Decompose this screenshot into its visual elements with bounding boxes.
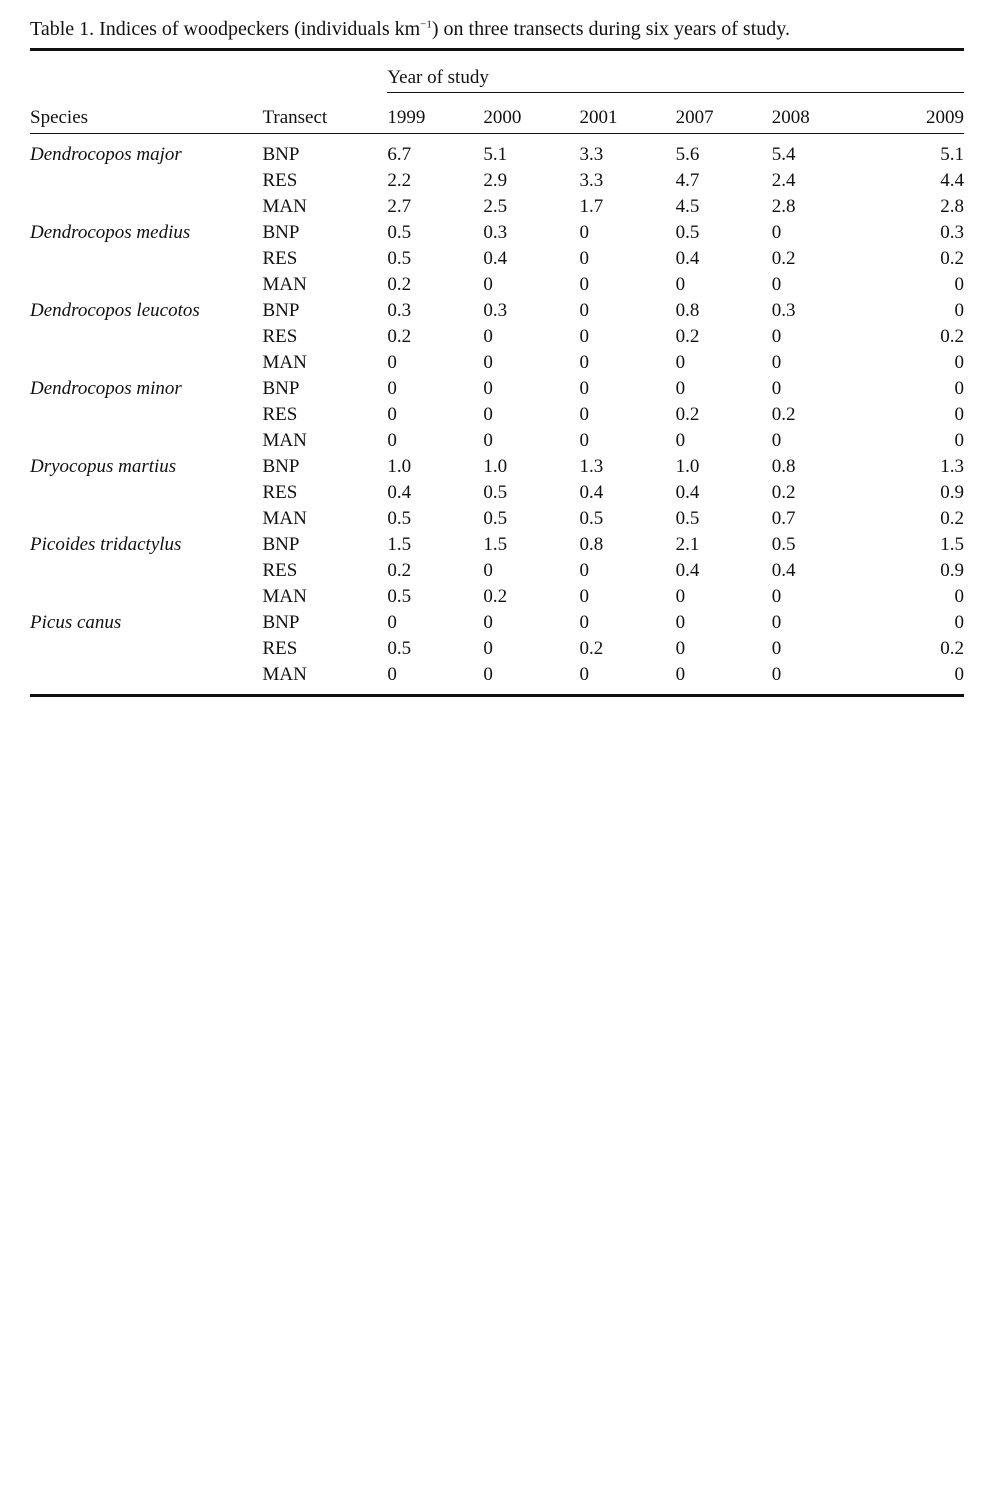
value-cell: 0 — [579, 352, 590, 373]
value-cell: 0.4 — [483, 248, 508, 269]
table-row — [30, 428, 964, 454]
value-cell: 2.8 — [940, 196, 964, 217]
value-cell: 0 — [771, 430, 782, 451]
value-cell: 0 — [387, 664, 397, 685]
value-cell: 0.4 — [387, 482, 412, 503]
species-cell — [30, 662, 262, 696]
value-cell: 0 — [954, 664, 964, 685]
species-cell: Dendrocopos leucotos — [30, 300, 200, 321]
value-cell: 0 — [675, 664, 686, 685]
value-cell: 0.3 — [483, 222, 508, 243]
species-cell — [30, 506, 262, 532]
year-header: 2009 — [926, 107, 964, 128]
value-cell: 0 — [579, 326, 590, 347]
value-cell: 0.5 — [483, 508, 508, 529]
value-cell: 0.2 — [387, 326, 412, 347]
value-cell: 0.5 — [387, 222, 412, 243]
table-body — [30, 134, 964, 696]
value-cell: 0 — [483, 326, 493, 347]
table-row — [30, 220, 964, 246]
value-cell: 0 — [483, 352, 493, 373]
value-cell: 1.5 — [483, 534, 508, 555]
value-cell: 0 — [771, 586, 782, 607]
table-row — [30, 168, 964, 194]
table-row — [30, 324, 964, 350]
value-cell: 0 — [675, 586, 686, 607]
value-cell: 1.0 — [387, 456, 412, 477]
transect-cell: MAN — [262, 274, 307, 295]
species-cell — [30, 584, 262, 610]
value-cell: 0 — [954, 352, 964, 373]
value-cell: 0.2 — [387, 274, 412, 295]
value-cell: 0.5 — [387, 248, 412, 269]
value-cell: 0 — [954, 378, 964, 399]
value-cell: 0 — [579, 274, 590, 295]
value-cell: 4.7 — [675, 170, 700, 191]
transect-cell: BNP — [262, 534, 300, 555]
value-cell: 0.3 — [771, 300, 796, 321]
caption-superscript: −1 — [420, 18, 432, 31]
value-cell: 0 — [387, 378, 397, 399]
year-header: 2008 — [771, 107, 810, 128]
table-row — [30, 402, 964, 428]
value-cell: 0 — [954, 612, 964, 633]
species-cell: Picus canus — [30, 612, 122, 633]
value-cell: 0 — [579, 586, 590, 607]
value-cell: 0.3 — [940, 222, 964, 243]
species-cell — [30, 194, 262, 220]
species-cell: Dendrocopos minor — [30, 378, 182, 399]
value-cell: 0 — [771, 612, 782, 633]
value-cell: 1.3 — [579, 456, 604, 477]
value-cell: 0.5 — [771, 534, 796, 555]
value-cell: 1.5 — [940, 534, 964, 555]
transect-cell: RES — [262, 170, 298, 191]
value-cell: 5.6 — [675, 144, 700, 165]
species-cell: Dendrocopos medius — [30, 222, 191, 243]
value-cell: 0.2 — [483, 586, 508, 607]
species-cell: Dryocopus martius — [30, 456, 177, 477]
species-cell — [30, 558, 262, 584]
value-cell: 0.5 — [483, 482, 508, 503]
transect-cell: RES — [262, 638, 298, 659]
header-blank-species — [30, 50, 262, 93]
value-cell: 0 — [579, 430, 590, 451]
value-cell: 2.8 — [771, 196, 796, 217]
value-cell: 0 — [771, 664, 782, 685]
value-cell: 0 — [771, 638, 782, 659]
value-cell: 0 — [675, 352, 686, 373]
value-cell: 0.2 — [940, 248, 964, 269]
value-cell: 0.5 — [387, 586, 412, 607]
value-cell: 0.3 — [483, 300, 508, 321]
value-cell: 0 — [771, 378, 782, 399]
value-cell: 0.2 — [579, 638, 604, 659]
value-cell: 2.5 — [483, 196, 508, 217]
value-cell: 0.2 — [675, 404, 700, 425]
value-cell: 6.7 — [387, 144, 412, 165]
species-cell — [30, 402, 262, 428]
value-cell: 0.8 — [675, 300, 700, 321]
value-cell: 0.5 — [675, 508, 700, 529]
table-row — [30, 246, 964, 272]
species-cell — [30, 324, 262, 350]
value-cell: 0 — [954, 430, 964, 451]
value-cell: 0 — [675, 638, 686, 659]
transect-cell: RES — [262, 482, 298, 503]
table-row — [30, 610, 964, 636]
species-cell: Dendrocopos major — [30, 144, 182, 165]
table-row — [30, 506, 964, 532]
species-cell — [30, 428, 262, 454]
transect-cell: BNP — [262, 222, 300, 243]
value-cell: 5.1 — [483, 144, 508, 165]
table-row — [30, 558, 964, 584]
value-cell: 0 — [675, 378, 686, 399]
transect-cell: BNP — [262, 612, 300, 633]
table-row — [30, 636, 964, 662]
species-cell — [30, 246, 262, 272]
value-cell: 0.9 — [940, 482, 964, 503]
value-cell: 0 — [954, 404, 964, 425]
value-cell: 0 — [771, 274, 782, 295]
value-cell: 0 — [579, 612, 590, 633]
value-cell: 0.4 — [675, 248, 700, 269]
value-cell: 4.4 — [940, 170, 964, 191]
value-cell: 0.4 — [579, 482, 604, 503]
table-figure — [30, 14, 964, 697]
year-header: 2000 — [483, 107, 522, 128]
value-cell: 0 — [771, 352, 782, 373]
value-cell: 0 — [954, 300, 964, 321]
value-cell: 1.7 — [579, 196, 604, 217]
table-row — [30, 454, 964, 480]
transect-cell: BNP — [262, 300, 300, 321]
value-cell: 1.3 — [940, 456, 964, 477]
transect-cell: MAN — [262, 664, 307, 685]
value-cell: 0.3 — [387, 300, 412, 321]
transect-column-header: Transect — [262, 107, 328, 128]
value-cell: 2.7 — [387, 196, 412, 217]
value-cell: 3.3 — [579, 170, 604, 191]
table-row — [30, 662, 964, 696]
species-cell — [30, 480, 262, 506]
table-row — [30, 350, 964, 376]
value-cell: 0.2 — [940, 638, 964, 659]
value-cell: 1.0 — [675, 456, 700, 477]
table-row — [30, 480, 964, 506]
value-cell: 0.4 — [675, 482, 700, 503]
transect-cell: RES — [262, 248, 298, 269]
value-cell: 0.2 — [940, 326, 964, 347]
value-cell: 0.2 — [771, 404, 796, 425]
species-cell — [30, 636, 262, 662]
transect-cell: MAN — [262, 196, 307, 217]
transect-cell: RES — [262, 326, 298, 347]
value-cell: 0 — [954, 274, 964, 295]
value-cell: 2.4 — [771, 170, 796, 191]
header-blank-transect — [262, 50, 387, 93]
transect-cell: RES — [262, 404, 298, 425]
value-cell: 0 — [771, 326, 782, 347]
table-row — [30, 134, 964, 169]
species-column-header: Species — [30, 107, 89, 128]
value-cell: 0 — [579, 300, 590, 321]
value-cell: 3.3 — [579, 144, 604, 165]
value-cell: 0 — [387, 612, 397, 633]
value-cell: 0.5 — [675, 222, 700, 243]
value-cell: 0.2 — [675, 326, 700, 347]
value-cell: 0.5 — [387, 638, 412, 659]
value-cell: 0 — [954, 586, 964, 607]
value-cell: 0 — [483, 664, 493, 685]
species-cell: Picoides tridactylus — [30, 534, 182, 555]
caption-prefix: Table 1. Indices of woodpeckers (individuals km — [30, 18, 421, 40]
transect-cell: MAN — [262, 586, 307, 607]
species-cell — [30, 272, 262, 298]
value-cell: 5.4 — [771, 144, 796, 165]
value-cell: 0 — [387, 430, 397, 451]
value-cell: 0.7 — [771, 508, 796, 529]
value-cell: 0.4 — [771, 560, 796, 581]
value-cell: 0 — [579, 222, 590, 243]
value-cell: 0.2 — [940, 508, 964, 529]
value-cell: 0.8 — [771, 456, 796, 477]
value-cell: 0 — [675, 612, 686, 633]
value-cell: 0 — [483, 612, 493, 633]
value-cell: 0 — [483, 560, 493, 581]
value-cell: 0 — [483, 638, 493, 659]
transect-cell: MAN — [262, 508, 307, 529]
transect-cell: BNP — [262, 456, 300, 477]
species-cell — [30, 350, 262, 376]
value-cell: 2.2 — [387, 170, 412, 191]
value-cell: 0 — [771, 222, 782, 243]
value-cell: 0 — [579, 664, 590, 685]
value-cell: 1.5 — [387, 534, 412, 555]
transect-cell: BNP — [262, 144, 300, 165]
value-cell: 2.1 — [675, 534, 700, 555]
value-cell: 0 — [579, 378, 590, 399]
table-row — [30, 272, 964, 298]
table-row — [30, 584, 964, 610]
value-cell: 1.0 — [483, 456, 508, 477]
value-cell: 0 — [483, 404, 493, 425]
value-cell: 0 — [387, 352, 397, 373]
value-cell: 0.8 — [579, 534, 604, 555]
value-cell: 0.2 — [771, 248, 796, 269]
table-row — [30, 298, 964, 324]
value-cell: 5.1 — [940, 144, 964, 165]
value-cell: 0.2 — [387, 560, 412, 581]
transect-cell: MAN — [262, 430, 307, 451]
value-cell: 0.2 — [771, 482, 796, 503]
transect-cell: MAN — [262, 352, 307, 373]
value-cell: 0 — [675, 274, 686, 295]
value-cell: 0 — [579, 404, 590, 425]
caption-suffix: ) on three transects during six years of study. — [431, 18, 790, 40]
species-cell — [30, 168, 262, 194]
value-cell: 0.5 — [579, 508, 604, 529]
value-cell: 0 — [483, 430, 493, 451]
table-caption — [30, 14, 964, 44]
value-cell: 4.5 — [675, 196, 700, 217]
table-row — [30, 194, 964, 220]
year-header: 2001 — [579, 107, 618, 128]
value-cell: 0 — [483, 274, 493, 295]
table-row — [30, 376, 964, 402]
year-header: 2007 — [675, 107, 714, 128]
year-group-header: Year of study — [387, 50, 964, 93]
value-cell: 0 — [579, 560, 590, 581]
transect-cell: BNP — [262, 378, 300, 399]
value-cell: 0 — [387, 404, 397, 425]
table-row — [30, 532, 964, 558]
value-cell: 0 — [579, 248, 590, 269]
value-cell: 0 — [675, 430, 686, 451]
value-cell: 0.5 — [387, 508, 412, 529]
woodpecker-table — [30, 48, 964, 697]
value-cell: 0 — [483, 378, 493, 399]
transect-cell: RES — [262, 560, 298, 581]
value-cell: 0.4 — [675, 560, 700, 581]
value-cell: 0.9 — [940, 560, 964, 581]
year-header: 1999 — [387, 107, 426, 128]
value-cell: 2.9 — [483, 170, 508, 191]
